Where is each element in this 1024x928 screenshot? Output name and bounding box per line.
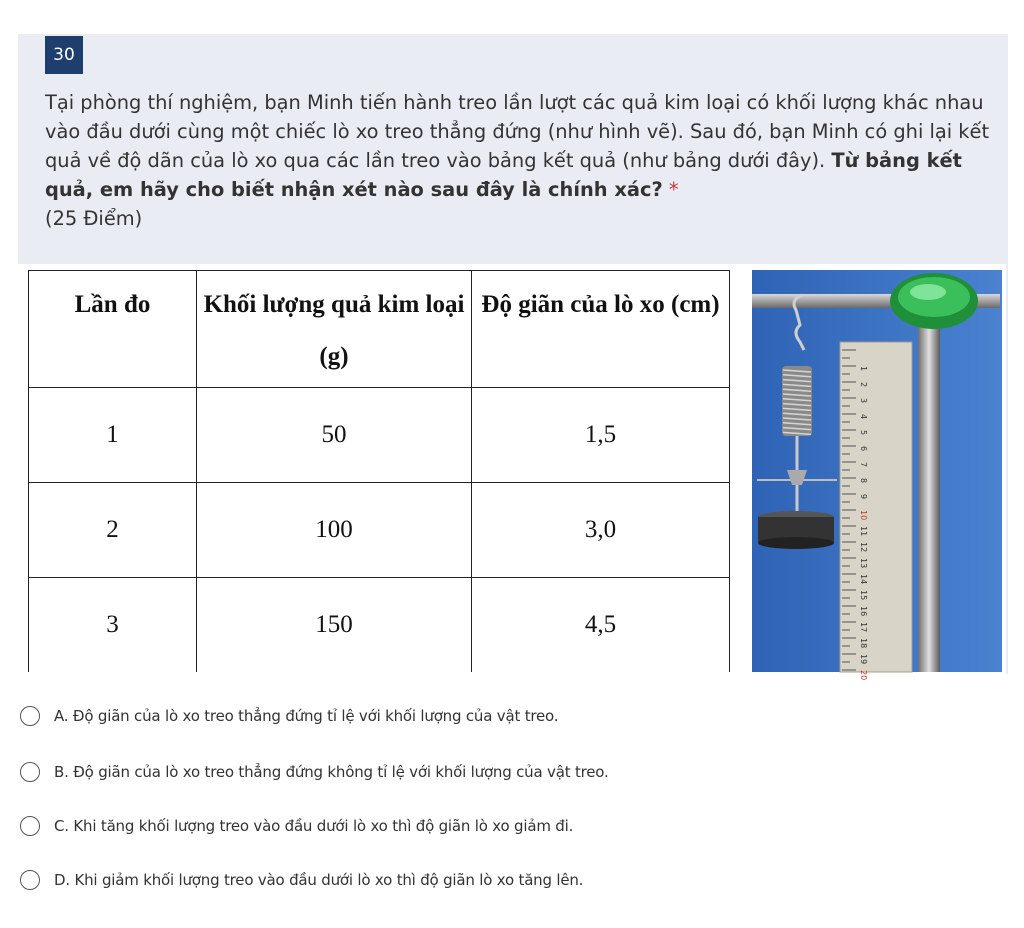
header-cell: Khối lượng quả kim loại (g) [197, 271, 472, 388]
option-a[interactable] [20, 706, 558, 726]
radio-button[interactable] [20, 870, 40, 890]
ruler-number: 20 [859, 670, 868, 681]
ruler-number: 19 [859, 654, 868, 665]
vertical-stand [918, 300, 940, 672]
question-text-plain: Tại phòng thí nghiệm, bạn Minh tiến hành treo lần lượt các quả kim loại có khối lượng khác nhau vào đầu dưới cùng một chiếc lò xo treo thẳng đứng (như hình vẽ). Sau đó, bạn Minh có ghi lại kết quả về độ dãn của lò xo qua các lần treo vào bảng kết quả (như bảng dưới đây). [45, 91, 990, 172]
ruler-number: 3 [859, 398, 868, 404]
option-label: D. Khi giảm khối lượng treo vào đầu dưới lò xo thì độ giãn lò xo tăng lên. [54, 871, 584, 889]
ruler-number: 9 [859, 494, 868, 500]
ruler-number: 15 [859, 590, 868, 601]
question-text [45, 88, 995, 204]
option-d[interactable] [20, 870, 583, 890]
ruler [840, 342, 912, 680]
option-label: C. Khi tăng khối lượng treo vào đầu dưới lò xo thì độ giãn lò xo giảm đi. [54, 817, 574, 835]
table-cell: 100 [197, 483, 472, 578]
table-row [29, 578, 730, 672]
table-cell: 1,5 [472, 388, 730, 483]
question-text-bold: Từ bảng kết quả, em hãy cho biết nhận xét nào sau đây là chính xác? [45, 149, 962, 201]
results-table [28, 270, 730, 672]
table-cell: 3 [29, 578, 197, 672]
option-label: B. Độ giãn của lò xo treo thẳng đứng không tỉ lệ với khối lượng của vật treo. [54, 763, 609, 781]
ruler-number: 13 [859, 558, 868, 569]
ruler-number: 2 [859, 382, 868, 388]
option-c[interactable] [20, 816, 573, 836]
radio-button[interactable] [20, 706, 40, 726]
ruler-number: 16 [859, 606, 868, 617]
ruler-number: 17 [859, 622, 868, 633]
header-cell: Độ giãn của lò xo (cm) [472, 271, 730, 388]
table-cell: 2 [29, 483, 197, 578]
ruler-number: 1 [859, 366, 868, 372]
green-clamp [890, 273, 978, 329]
header-cell: Lần đo [29, 271, 197, 388]
table-cell: 4,5 [472, 578, 730, 672]
ruler-number: 7 [859, 462, 868, 468]
question-points: (25 Điểm) [45, 207, 143, 230]
radio-button[interactable] [20, 816, 40, 836]
option-b[interactable] [20, 762, 609, 782]
ruler-number: 6 [859, 446, 868, 452]
table-cell: 150 [197, 578, 472, 672]
option-label: A. Độ giãn của lò xo treo thẳng đứng tỉ lệ với khối lượng của vật treo. [54, 707, 559, 725]
required-mark: * [668, 178, 679, 201]
ruler-number: 14 [859, 574, 868, 585]
table-cell: 50 [197, 388, 472, 483]
question-number-badge: 30 [45, 36, 83, 74]
table-row [29, 483, 730, 578]
radio-button[interactable] [20, 762, 40, 782]
ruler-number: 5 [859, 430, 868, 436]
ruler-number: 4 [859, 414, 868, 420]
spring-experiment-photo [752, 270, 1002, 681]
table-cell: 1 [29, 388, 197, 483]
table-row [29, 388, 730, 483]
ruler-number: 10 [859, 510, 868, 521]
ruler-number: 11 [859, 526, 868, 537]
ruler-number: 8 [859, 478, 868, 484]
table-cell: 3,0 [472, 483, 730, 578]
table-header-row [29, 271, 730, 388]
ruler-number: 12 [859, 542, 868, 553]
ruler-number: 18 [859, 638, 868, 649]
